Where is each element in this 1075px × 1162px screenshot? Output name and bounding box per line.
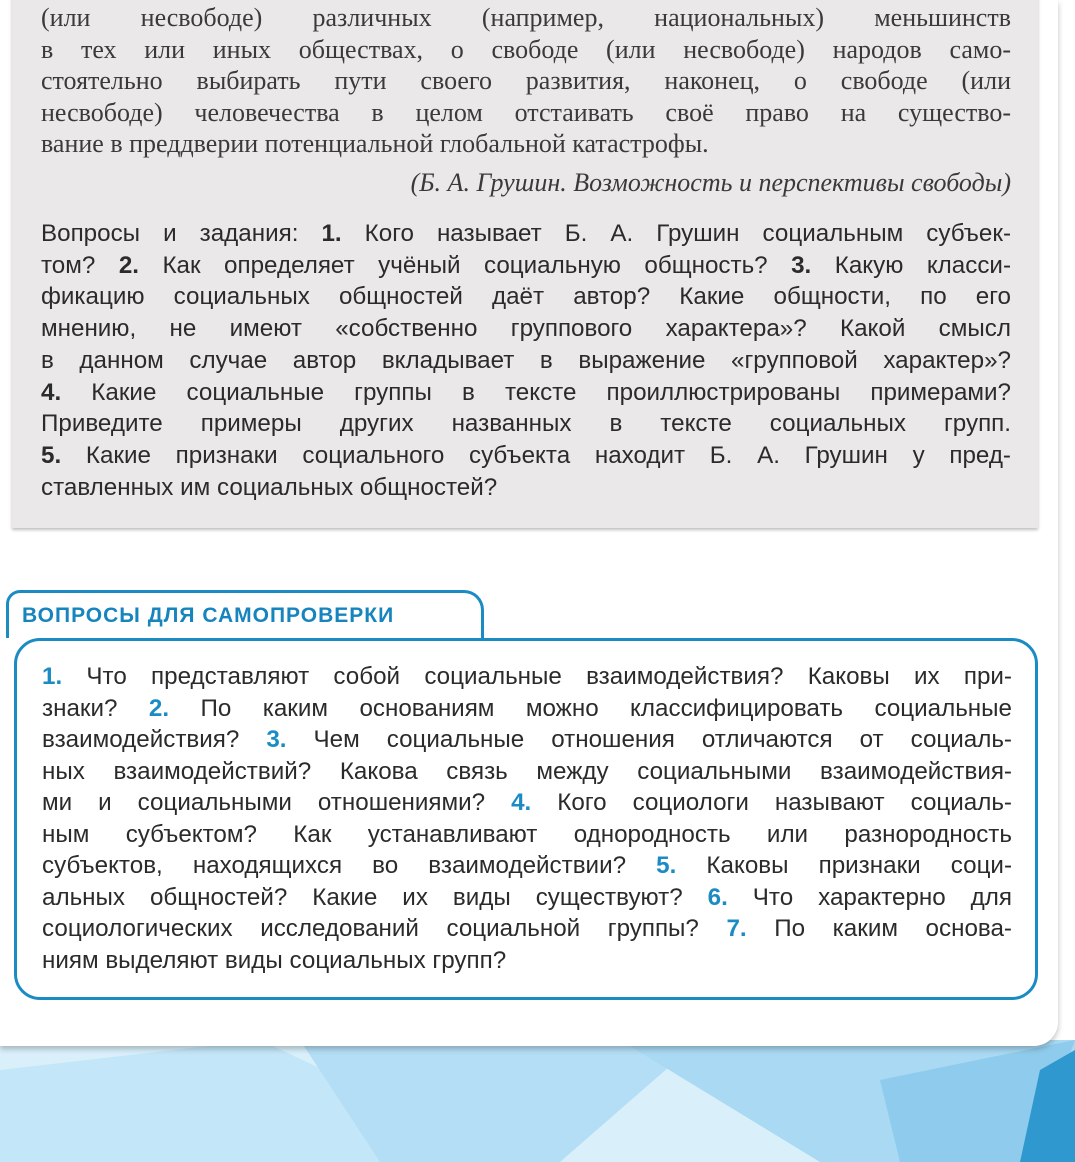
- question-number: 4.: [41, 378, 62, 406]
- question-number: 2.: [148, 694, 170, 722]
- question-number: 5.: [41, 441, 62, 469]
- question-line: 5. Какие признаки социального субъекта находит Б. А. Грушин у пред-: [41, 441, 1011, 469]
- quote-source: (Б. А. Грушин. Возможность и перспективы свободы): [410, 168, 1011, 197]
- document-quote: [41, 2, 1011, 160]
- question-line: знаки? 2. По каким основаниям можно классифицировать социальные: [42, 694, 1012, 722]
- question-line: фикацию социальных общностей даёт автор? Какие общности, по его: [41, 283, 1011, 311]
- question-number: 1.: [321, 220, 342, 247]
- question-line: ных взаимодействий? Какова связь между социальными взаимодействия-: [42, 757, 1012, 785]
- question-number: 2.: [118, 251, 139, 279]
- question-line: ми и социальными отношениями? 4. Кого социологи называют социаль-: [42, 789, 1012, 816]
- question-line: мнению, не имеют «собственно группового характера»? Какой смысл: [41, 315, 1011, 343]
- background-decoration: [0, 1040, 1075, 1162]
- question-line: субъектов, находящихся во взаимодействии? 5. Каковы признаки соци-: [42, 852, 1012, 879]
- quote-line: стоятельно выбирать пути своего развития, наконец, о свободе (или: [41, 66, 1011, 95]
- question-line: Вопросы и задания: 1. Кого называет Б. А. Грушин социальным субъек-: [41, 220, 1011, 247]
- question-line: взаимодействия? 3. Чем социальные отношения отличаются от социаль-: [42, 726, 1012, 753]
- question-line: ставленных им социальных общностей?: [41, 473, 498, 501]
- quote-line: вание в преддверии потенциальной глобальной катастрофы.: [41, 129, 709, 158]
- question-number: 6.: [707, 883, 728, 911]
- self-check-title: ВОПРОСЫ ДЛЯ САМОПРОВЕРКИ: [22, 604, 395, 627]
- question-line: в данном случае автор вкладывает в выражение «групповой характер»?: [41, 346, 1011, 374]
- quote-line: в тех или иных обществах, о свободе (или несвободе) народов само-: [41, 34, 1011, 64]
- question-line: 1. Что представляют собой социальные взаимодействия? Каковы их при-: [42, 663, 1012, 690]
- quote-line: (или несвободе) различных (например, национальных) меньшинств: [41, 3, 1011, 32]
- self-check-questions: [42, 661, 1012, 976]
- question-line: 4. Какие социальные группы в тексте проиллюстрированы примерами?: [41, 378, 1011, 406]
- question-number: 3.: [791, 251, 812, 279]
- quote-line: несвободе) человечества в целом отстаивать своё право на существо-: [41, 97, 1011, 127]
- question-line: том? 2. Как определяет учёный социальную общность? 3. Какую класси-: [41, 251, 1012, 279]
- question-number: 4.: [511, 789, 532, 816]
- question-line: Приведите примеры других названных в тексте социальных групп.: [41, 410, 1011, 438]
- question-number: 5.: [656, 852, 677, 879]
- question-line: альных общностей? Какие их виды существуют? 6. Что характерно для: [42, 883, 1012, 911]
- question-number: 7.: [726, 915, 747, 942]
- question-line: ным субъектом? Как устанавливают однородность или разнородность: [42, 820, 1012, 848]
- document-questions: [41, 218, 1011, 503]
- question-line: социологических исследований социальной группы? 7. По каким основа-: [42, 915, 1012, 942]
- question-number: 1.: [42, 663, 63, 690]
- question-line: ниям выделяют виды социальных групп?: [42, 946, 507, 974]
- question-number: 3.: [266, 726, 287, 753]
